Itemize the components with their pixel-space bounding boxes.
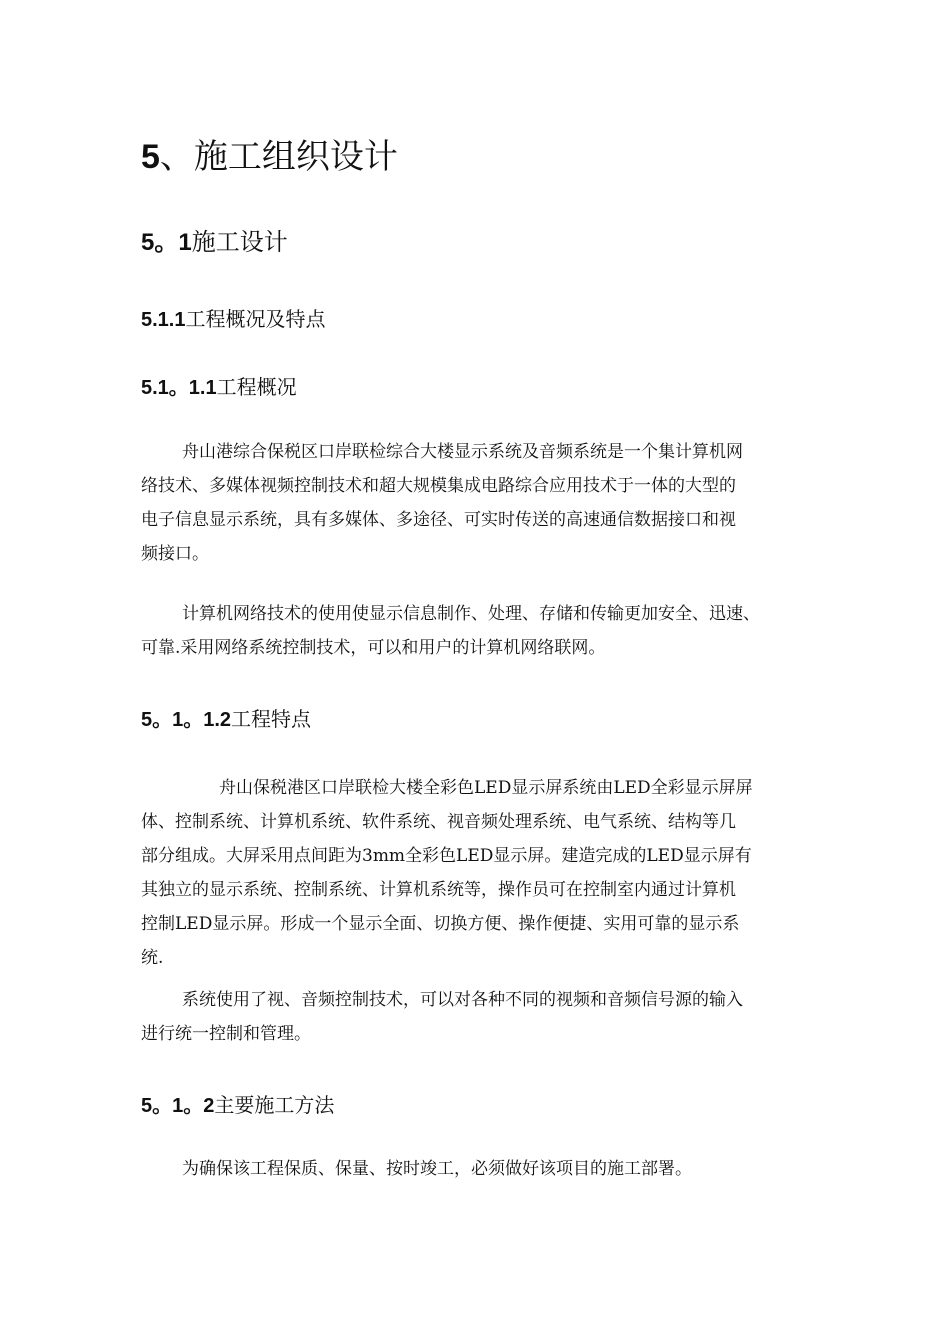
paragraph-line: 络技术、多媒体视频控制技术和超大规模集成电路综合应用技术于一体的大型的 (141, 476, 736, 496)
paragraph-line: 控制LED显示屏。形成一个显示全面、切换方便、操作便捷、实用可靠的显示系 (141, 914, 740, 934)
paragraph-line: 部分组成。大屏采用点间距为3mm全彩色LED显示屏。建造完成的LED显示屏有 (141, 846, 752, 866)
subsection-title: 工程概况 (216, 375, 297, 399)
paragraph-line: 频接口。 (141, 544, 209, 564)
subsection-number: 5.1.1 (141, 309, 186, 331)
paragraph-line: 计算机网络技术的使用使显示信息制作、处理、存储和传输更加安全、迅速、 (182, 604, 760, 624)
paragraph-features-1 (141, 771, 831, 975)
paragraph-line: 可靠.采用网络系统控制技术，可以和用户的计算机网络联网。 (141, 638, 606, 658)
subsection-heading-overview-features (141, 305, 325, 334)
section-heading (141, 226, 288, 259)
paragraph-methods (141, 1152, 831, 1186)
subsection-number: 5.1。1.1 (141, 377, 217, 399)
chapter-heading (141, 136, 398, 178)
subsection-title: 工程概况及特点 (185, 307, 326, 331)
subsection-heading-features (141, 705, 311, 734)
subsection-heading-methods (141, 1091, 334, 1120)
paragraph-line: 电子信息显示系统，具有多媒体、多途径、可实时传送的高速通信数据接口和视 (141, 510, 736, 530)
subsection-number: 5。1。2 (141, 1095, 215, 1117)
section-number: 5。1 (141, 229, 192, 256)
section-title: 施工设计 (191, 228, 288, 256)
subsection-title: 主要施工方法 (214, 1093, 335, 1117)
paragraph-line: 体、控制系统、计算机系统、软件系统、视音频处理系统、电气系统、结构等几 (141, 812, 736, 832)
subsection-title: 工程特点 (231, 707, 312, 731)
paragraph-overview-1 (141, 435, 831, 571)
paragraph-line: 系统使用了视、音频控制技术，可以对各种不同的视频和音频信号源的输入 (182, 990, 743, 1010)
paragraph-line: 舟山保税港区口岸联检大楼全彩色LED显示屏系统由LED全彩显示屏屏 (219, 778, 753, 798)
paragraph-line: 舟山港综合保税区口岸联检综合大楼显示系统及音频系统是一个集计算机网 (182, 442, 743, 462)
paragraph-features-2 (141, 983, 831, 1051)
chapter-title: 、施工组织设计 (159, 137, 398, 177)
subsection-heading-overview (141, 373, 297, 402)
paragraph-line: 进行统一控制和管理。 (141, 1024, 311, 1044)
paragraph-line: 为确保该工程保质、保量、按时竣工，必须做好该项目的施工部署。 (182, 1159, 692, 1179)
chapter-number: 5 (141, 138, 160, 176)
paragraph-overview-2 (141, 597, 831, 665)
subsection-number: 5。1。1.2 (141, 709, 232, 731)
paragraph-line: 统. (141, 948, 164, 968)
paragraph-line: 其独立的显示系统、控制系统、计算机系统等，操作员可在控制室内通过计算机 (141, 880, 736, 900)
